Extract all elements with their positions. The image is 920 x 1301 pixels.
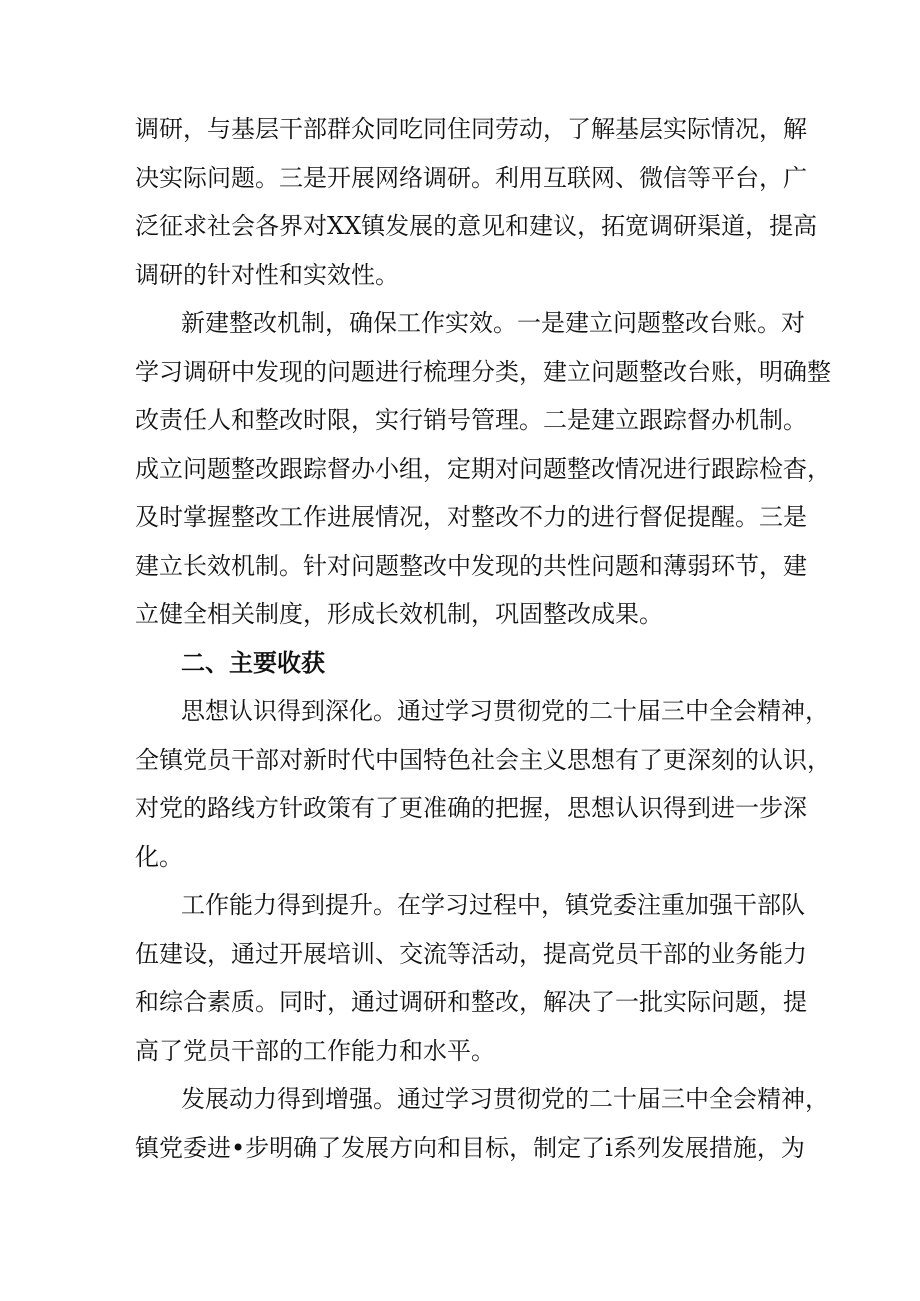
text-line: 新建整改机制，确保工作实效。一是建立问题整改台账。对 (181, 309, 805, 337)
text-line: 思想认识得到深化。通过学习贯彻党的二十届三中全会精神， (181, 697, 829, 725)
text-line: 化。 (135, 842, 183, 871)
text-line: 改责任人和整改时限，实行销号管理。二是建立跟踪督办机制。 (135, 406, 807, 434)
text-line: 立健全相关制度，形成长效机制，巩固整改成果。 (135, 600, 663, 628)
text-line: 对党的路线方针政策有了更准确的把握，思想认识得到进一步深 (135, 794, 807, 822)
text-line: 镇党委进•步明确了发展方向和目标，制定了i系列发展措施，为 (135, 1133, 805, 1162)
text-line: 及时掌握整改工作进展情况，对整改不力的进行督促提醒。三是 (135, 503, 807, 531)
text-line: 建立长效机制。针对问题整改中发现的共性问题和薄弱环节，建 (135, 551, 807, 580)
text-line: 伍建设，通过开展培训、交流等活动，提高党员干部的业务能力 (135, 939, 807, 968)
text-line: 全镇党员干部对新时代中国特色社会主义思想有了更深刻的认识， (135, 745, 831, 774)
text-line: 泛征求社会各界对XX镇发展的意见和建议，拓宽调研渠道，提高 (135, 212, 818, 240)
section-heading: 二、主要收获 (181, 647, 325, 677)
text-line: 和综合素质。同时，通过调研和整改，解决了一批实际问题，提 (135, 988, 807, 1016)
text-line: 调研，与基层干部群众同吃同住同劳动，了解基层实际情况，解 (135, 115, 807, 143)
text-line: 发展动力得到增强。通过学习贯彻党的二十届三中全会精神， (181, 1085, 829, 1113)
text-line: 决实际问题。三是开展网络调研。利用互联网、微信等平台，广 (135, 163, 807, 192)
text-line: 成立问题整改跟踪督办小组，定期对问题整改情况进行跟踪检杳， (135, 454, 831, 483)
document-body (135, 105, 831, 1172)
text-line: 调研的针对性和实效性。 (135, 260, 399, 289)
text-line: 学习调研中发现的问题进行梳理分类，建立问题整改台账，明确整 (135, 357, 831, 386)
text-line: 高了党员干部的工作能力和水平。 (135, 1036, 495, 1065)
text-line: 工作能力得到提升。在学习过程中，镇党委注重加强干部队 (181, 891, 805, 919)
